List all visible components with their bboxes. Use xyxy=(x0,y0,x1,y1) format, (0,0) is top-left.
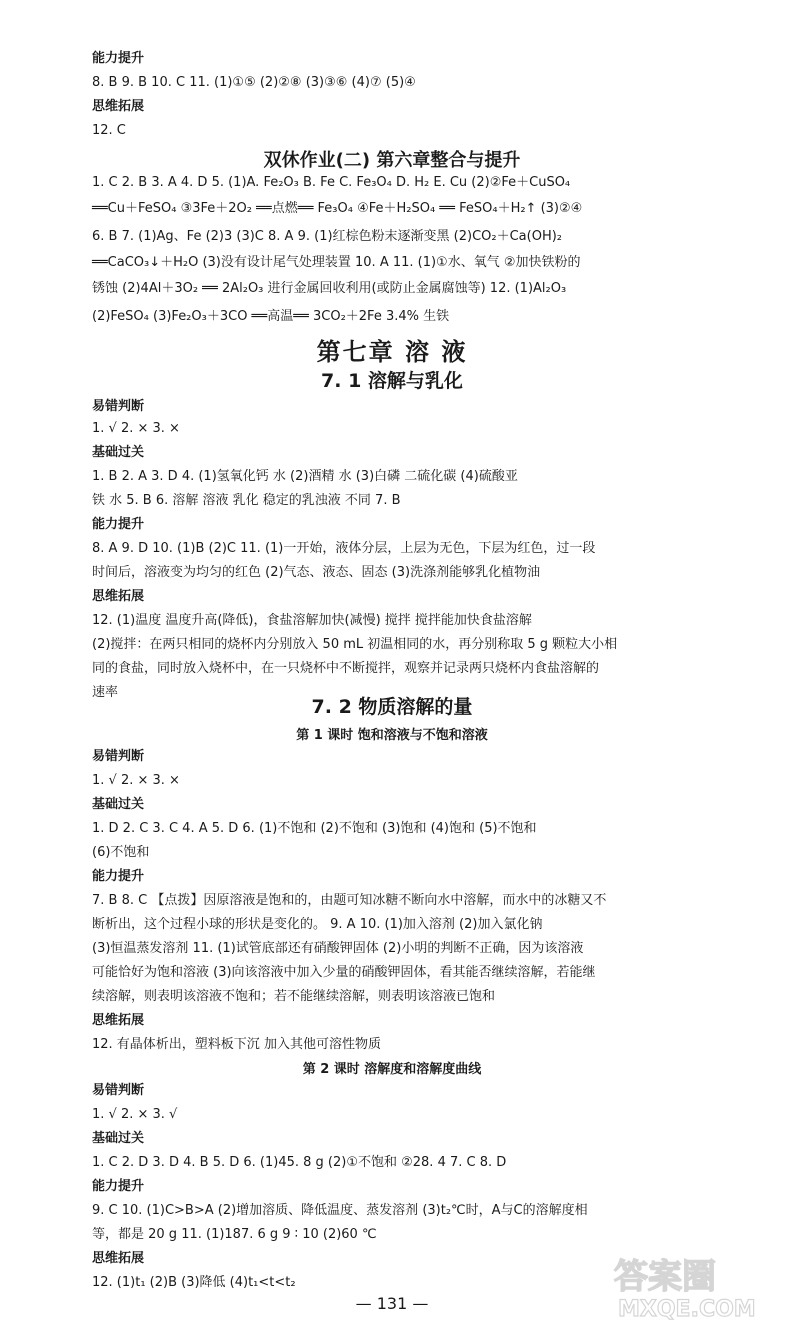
section-title-7-1: 7. 1 溶解与乳化 xyxy=(321,370,463,392)
lesson-title: 第 1 课时 饱和溶液与不饱和溶液 xyxy=(296,728,488,743)
answer-line: 7. B 8. C 【点拨】因原溶液是饱和的，由题可知冰糖不断向水中溶解，而水中的冰糖又不 xyxy=(92,893,607,908)
heading-mistake: 易错判断 xyxy=(92,399,145,414)
answer-line: 同的食盐，同时放入烧杯中，在一只烧杯中不断搅拌，观察并记录两只烧杯内食盐溶解的 xyxy=(92,661,600,676)
answer-line: ══Cu＋FeSO₄ ③3Fe＋2O₂ ══点燃══ Fe₃O₄ ④Fe＋H₂SO₄ ══ FeSO₄＋H₂↑ (3)②④ xyxy=(92,201,583,216)
heading-mistake: 易错判断 xyxy=(92,749,145,764)
heading-ability: 能力提升 xyxy=(92,1179,145,1194)
watermark-url: MXQE.COM xyxy=(618,1297,756,1322)
watermark-title: 答案圈 xyxy=(614,1257,716,1297)
answer-line: 12. C xyxy=(92,123,126,138)
answer-line: 1. √ 2. × 3. × xyxy=(92,773,180,788)
review-title: 双休作业(二) 第六章整合与提升 xyxy=(263,150,521,171)
answer-line: 1. √ 2. × 3. √ xyxy=(92,1107,178,1122)
answer-line: (2)搅拌：在两只相同的烧杯内分别放入 50 mL 初温相同的水，再分别称取 5 g 颗粒大小相 xyxy=(92,637,618,652)
heading-basic: 基础过关 xyxy=(92,797,145,812)
answer-line: 12. (1)t₁ (2)B (3)降低 (4)t₁<t<t₂ xyxy=(92,1275,296,1290)
page-number: — 131 — xyxy=(355,1294,429,1313)
answer-line: 9. C 10. (1)C>B>A (2)增加溶质、降低温度、蒸发溶剂 (3)t₂℃时，A与C的溶解度相 xyxy=(92,1203,588,1218)
heading-thinking: 思维拓展 xyxy=(92,1251,145,1266)
answer-line: (6)不饱和 xyxy=(92,845,150,860)
answer-line: 12. 有晶体析出，塑料板下沉 加入其他可溶性物质 xyxy=(92,1037,381,1052)
answer-line: ══CaCO₃↓＋H₂O (3)没有设计尾气处理装置 10. A 11. (1)①水、氧气 ②加快铁粉的 xyxy=(92,255,581,270)
answer-line: 1. B 2. A 3. D 4. (1)氢氧化钙 水 (2)酒精 水 (3)白磷 二硫化碳 (4)硫酸亚 xyxy=(92,469,518,484)
answer-line: (3)恒温蒸发溶剂 11. (1)试管底部还有硝酸钾固体 (2)小明的判断不正确，因为该溶液 xyxy=(92,941,584,956)
answer-line: 1. D 2. C 3. C 4. A 5. D 6. (1)不饱和 (2)不饱和 (3)饱和 (4)饱和 (5)不饱和 xyxy=(92,821,537,836)
answer-line: 锈蚀 (2)4Al＋3O₂ ══ 2Al₂O₃ 进行金属回收利用(或防止金属腐蚀等) 12. (1)Al₂O₃ xyxy=(92,281,567,296)
answer-line: 8. B 9. B 10. C 11. (1)①⑤ (2)②⑧ (3)③⑥ (4)⑦ (5)④ xyxy=(92,75,416,90)
answer-line: 1. √ 2. × 3. × xyxy=(92,421,180,436)
watermark-logo xyxy=(604,1252,794,1322)
answer-line: 铁 水 5. B 6. 溶解 溶液 乳化 稳定的乳浊液 不同 7. B xyxy=(92,493,401,508)
lesson-title: 第 2 课时 溶解度和溶解度曲线 xyxy=(302,1062,482,1077)
answer-line: 等，都是 20 g 11. (1)187. 6 g 9 ∶ 10 (2)60 ℃ xyxy=(92,1227,377,1242)
answer-line: 1. C 2. B 3. A 4. D 5. (1)A. Fe₂O₃ B. Fe C. Fe₃O₄ D. H₂ E. Cu (2)②Fe＋CuSO₄ xyxy=(92,175,571,190)
answer-line: (2)FeSO₄ (3)Fe₂O₃＋3CO ══高温══ 3CO₂＋2Fe 3.4% 生铁 xyxy=(92,309,450,324)
heading-basic: 基础过关 xyxy=(92,445,145,460)
answer-line: 12. (1)温度 温度升高(降低)，食盐溶解加快(减慢) 搅拌 搅拌能加快食盐溶解 xyxy=(92,613,532,628)
heading-ability: 能力提升 xyxy=(92,869,145,884)
answer-line: 续溶解，则表明该溶液不饱和；若不能继续溶解，则表明该溶液已饱和 xyxy=(92,989,496,1004)
answer-line: 可能恰好为饱和溶液 (3)向该溶液中加入少量的硝酸钾固体，看其能否继续溶解，若能继 xyxy=(92,965,596,980)
chapter-title: 第七章 溶 液 xyxy=(316,337,468,366)
heading-thinking: 思维拓展 xyxy=(92,99,145,114)
heading-mistake: 易错判断 xyxy=(92,1083,145,1098)
answer-line: 断析出，这个过程小球的形状是变化的。 9. A 10. (1)加入溶剂 (2)加入氯化钠 xyxy=(92,917,543,932)
answer-line: 8. A 9. D 10. (1)B (2)C 11. (1)一开始，液体分层，上层为无色，下层为红色，过一段 xyxy=(92,541,596,556)
heading-basic: 基础过关 xyxy=(92,1131,145,1146)
answer-line: 时间后，溶液变为均匀的红色 (2)气态、液态、固态 (3)洗涤剂能够乳化植物油 xyxy=(92,565,541,580)
answer-line: 6. B 7. (1)Ag、Fe (2)3 (3)C 8. A 9. (1)红棕色粉末逐渐变黑 (2)CO₂＋Ca(OH)₂ xyxy=(92,229,563,244)
section-title-7-2: 7. 2 物质溶解的量 xyxy=(311,696,473,718)
answer-line: 1. C 2. D 3. D 4. B 5. D 6. (1)45. 8 g (2)①不饱和 ②28. 4 7. C 8. D xyxy=(92,1155,507,1170)
heading-ability: 能力提升 xyxy=(92,51,145,66)
heading-thinking: 思维拓展 xyxy=(92,1013,145,1028)
heading-ability: 能力提升 xyxy=(92,517,145,532)
answer-line: 速率 xyxy=(92,685,119,700)
heading-thinking: 思维拓展 xyxy=(92,589,145,604)
